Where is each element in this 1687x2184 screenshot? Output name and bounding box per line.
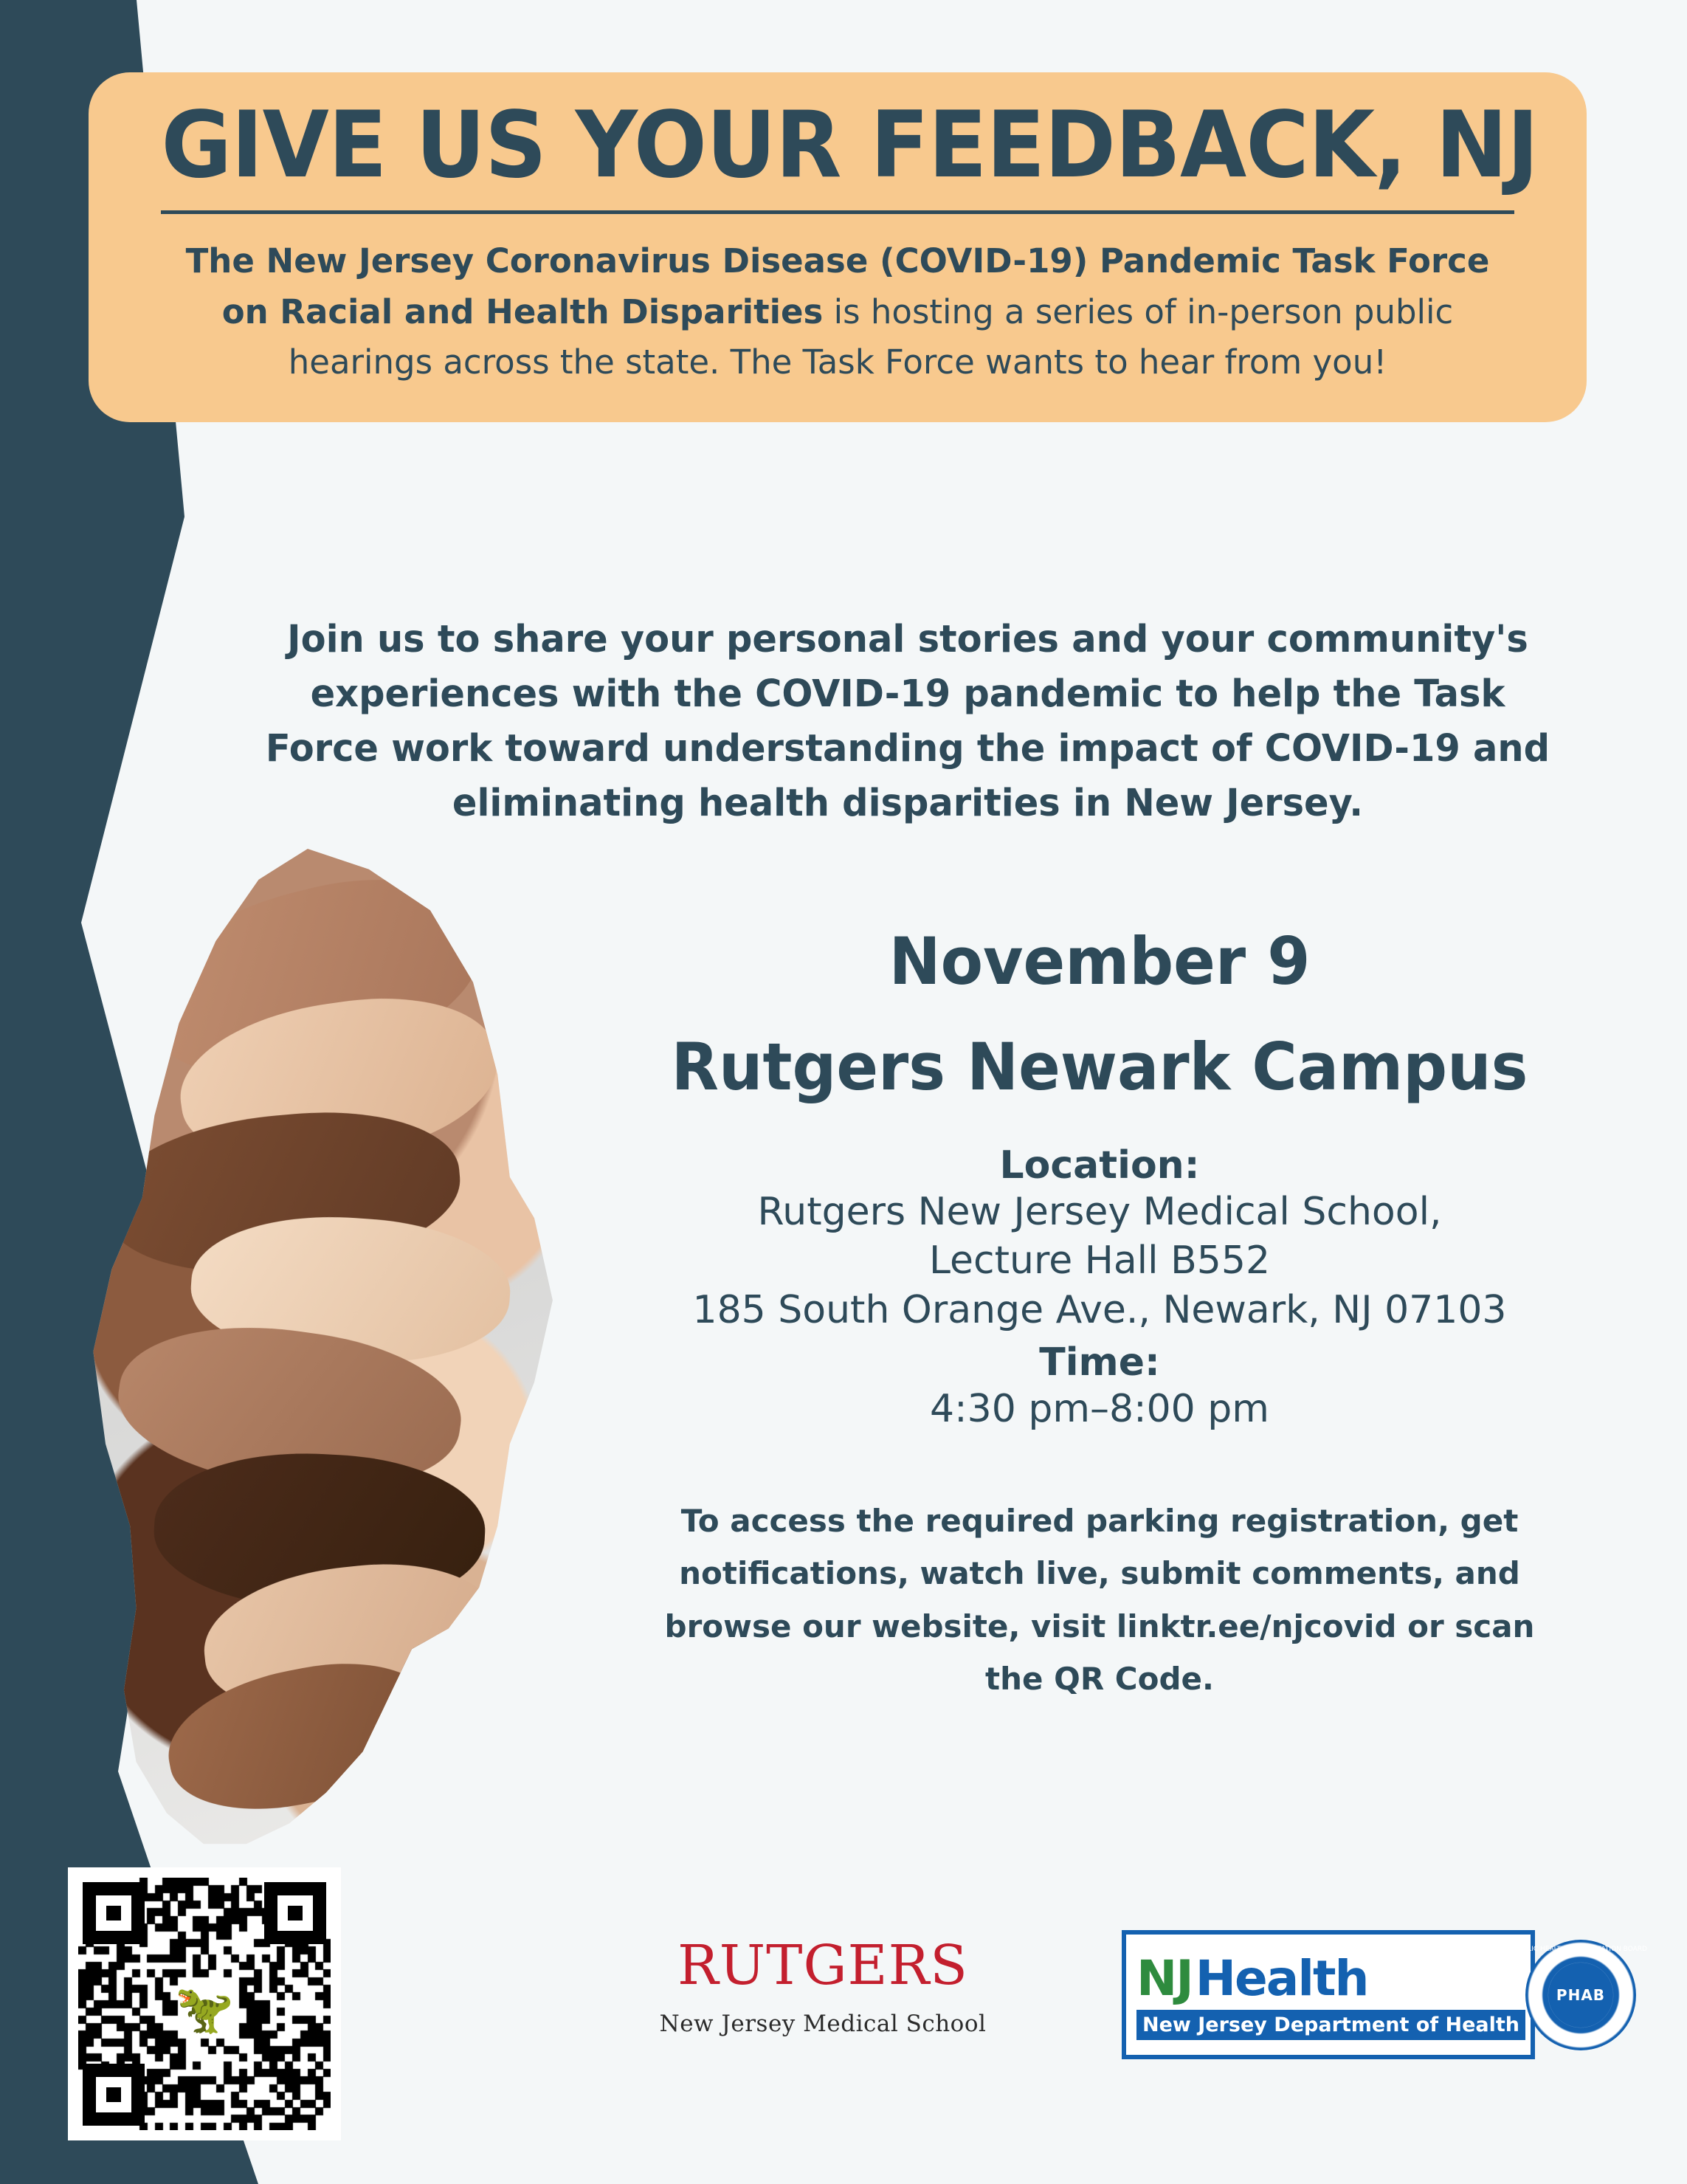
location-line-1: Rutgers New Jersey Medical School, [757,1189,1442,1234]
hero-divider [161,210,1514,214]
access-note: To access the required parking registration, get notifications, watch live, submit comments, and browse our website, visit linktr.ee/njcovid or scan the QR Code. [664,1502,1535,1697]
time-value: 4:30 pm–8:00 pm [930,1387,1269,1432]
hero-card [89,72,1587,422]
time-label: Time: [1039,1340,1160,1385]
nj-health-text-block [1126,1950,1525,2040]
phab-seal-icon [1514,1940,1647,2050]
nj-health-health-text: Health [1195,1949,1368,2007]
hand-shape [156,1645,446,1828]
join-paragraph: Join us to share your personal stories and your community's experiences with the COVID-19 pandemic to help the Task Force work toward understanding the impact of COVID-19 and eliminating health disparities in New Jersey. [265,618,1550,825]
rutgers-logo [649,1934,996,2037]
qr-code-icon [78,1878,331,2130]
new-jersey-hands-image [44,849,657,1875]
location-line-3: 185 South Orange Ave., Newark, NJ 07103 [692,1287,1507,1332]
location-line-2: Lecture Hall B552 [928,1239,1271,1284]
location-label: Location: [999,1143,1200,1188]
nj-health-department-bar: New Jersey Department of Health [1136,2010,1525,2040]
event-venue-name: Rutgers Newark Campus [671,1028,1528,1105]
nj-map-clip [44,849,657,1875]
nj-health-logo [1122,1930,1647,2059]
rutgers-subtitle: New Jersey Medical School [659,2011,987,2037]
event-date: November 9 [889,923,1311,999]
page-title: GIVE US YOUR FEEDBACK, NJ [161,92,1539,199]
hero-subtitle-rest: is hosting a series of in-person public hearings across the state. The Task Force wants to hear from you! [288,292,1454,382]
nj-health-nj-text: NJ [1136,1949,1193,2007]
hero-subtitle [118,236,1557,387]
nj-health-wordmark [1136,1950,1525,2007]
qr-pattern [78,1878,331,2130]
phab-center-text: PHAB [1548,1963,1613,2028]
qr-code[interactable] [68,1867,341,2140]
hero-subtitle-bold: The New Jersey Coronavirus Disease (COVID-19) Pandemic Task Force on Racial and Health Disparities [185,241,1490,331]
phab-ring-text: PUBLIC HEALTH ACCREDITATION BOARD [1514,1945,1647,1953]
event-details [613,923,1587,1705]
rutgers-wordmark: RUTGERS [677,1934,968,1997]
